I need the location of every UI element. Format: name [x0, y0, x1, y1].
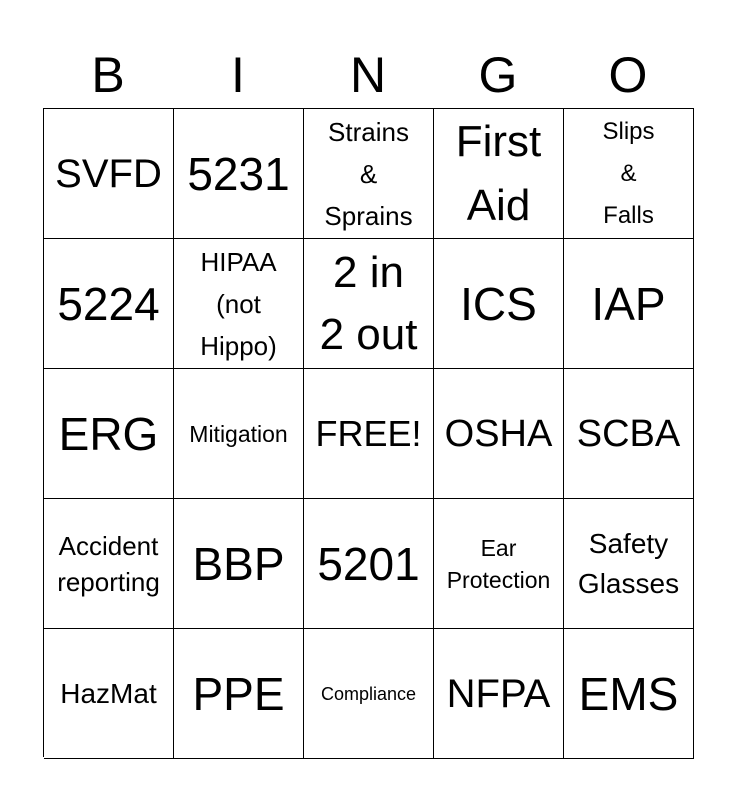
bingo-cell[interactable] [304, 369, 434, 499]
bingo-cell[interactable] [44, 499, 174, 629]
bingo-cell[interactable] [304, 499, 434, 629]
bingo-cell[interactable] [434, 369, 564, 499]
cell-text: Ear Protection [446, 534, 551, 593]
bingo-cell[interactable] [564, 109, 694, 239]
cell-text: EMS [578, 667, 679, 720]
bingo-cell[interactable] [174, 239, 304, 369]
cell-text: SVFD [55, 151, 162, 196]
bingo-cell[interactable] [564, 629, 694, 759]
cell-text: ICS [460, 277, 537, 330]
cell-text: PPE [192, 667, 285, 720]
cell-text: First Aid [455, 116, 542, 230]
bingo-cell[interactable] [564, 239, 694, 369]
bingo-cell[interactable] [174, 629, 304, 759]
cell-text: FREE! [315, 412, 422, 454]
cell-text: 5224 [57, 277, 160, 330]
header-letter-o: O [608, 47, 648, 103]
cell-text: Accident reporting [57, 530, 160, 597]
cell-text: 2 in 2 out [319, 247, 418, 359]
bingo-cell[interactable] [564, 499, 694, 629]
header-letter-i: I [231, 47, 245, 103]
cell-text: BBP [192, 537, 285, 590]
cell-text: Compliance [320, 683, 417, 704]
bingo-cell[interactable] [44, 109, 174, 239]
header-letter-n: N [349, 47, 387, 103]
bingo-cell[interactable] [174, 369, 304, 499]
bingo-cell[interactable] [304, 109, 434, 239]
cell-text: OSHA [444, 412, 553, 455]
bingo-cell[interactable] [564, 369, 694, 499]
cell-text: Mitigation [189, 420, 288, 447]
cell-text: HIPAA (not Hippo) [200, 246, 277, 361]
header-letter-g: G [478, 47, 518, 103]
bingo-cell[interactable] [44, 369, 174, 499]
bingo-header [43, 42, 693, 108]
cell-text: 5231 [187, 147, 290, 200]
cell-text: NFPA [446, 671, 551, 716]
bingo-cell[interactable] [44, 239, 174, 369]
bingo-cell[interactable] [304, 629, 434, 759]
cell-text: 5201 [317, 537, 420, 590]
cell-text: Safety Glasses [577, 527, 680, 599]
cell-text: HazMat [60, 677, 157, 709]
bingo-cell[interactable] [174, 109, 304, 239]
bingo-cell[interactable] [304, 239, 434, 369]
bingo-cell[interactable] [434, 239, 564, 369]
bingo-cell[interactable] [434, 499, 564, 629]
bingo-grid [43, 108, 694, 757]
bingo-cell[interactable] [434, 109, 564, 239]
cell-text: IAP [591, 277, 666, 330]
cell-text: ERG [58, 407, 159, 460]
bingo-cell[interactable] [44, 629, 174, 759]
cell-text: SCBA [576, 412, 681, 455]
header-letter-b: B [91, 47, 125, 103]
cell-text: Strains & Sprains [324, 116, 413, 231]
bingo-cell[interactable] [174, 499, 304, 629]
cell-text: Slips & Falls [602, 117, 655, 229]
bingo-cell[interactable] [434, 629, 564, 759]
